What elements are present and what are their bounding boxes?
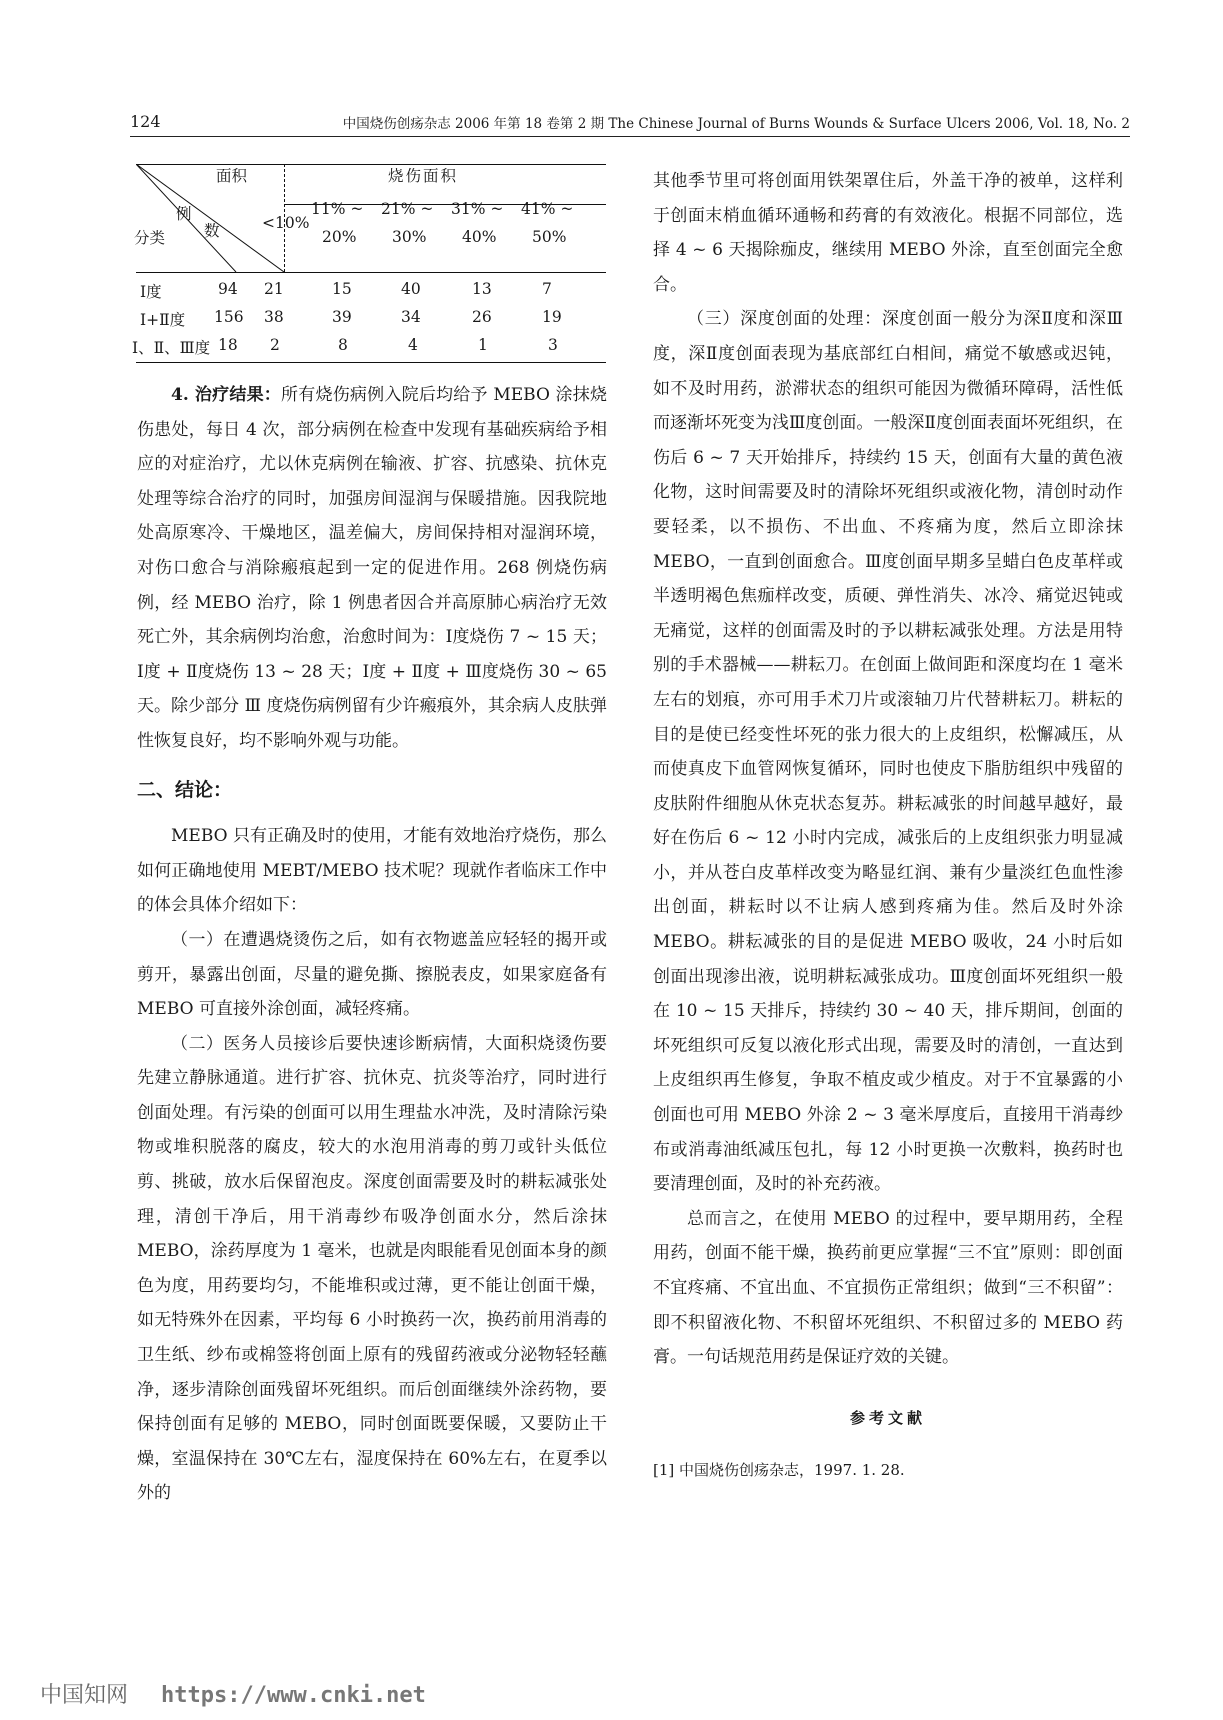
page-number: 124 [130, 112, 161, 131]
row-value: 34 [401, 308, 421, 326]
col-header-bottom: 20% [322, 228, 357, 246]
body-paragraph: 其他季节里可将创面用铁架罩住后，外盖干净的被单，这样利于创面末梢血循环通畅和药膏的有效液化。根据不同部位，选择 4 ~ 6 天揭除痂皮，继续用 MEBO 外涂，直至创面完全愈合。 [653, 171, 1123, 295]
col-header-top: 21% ~ [381, 200, 434, 218]
row-value: 26 [472, 308, 492, 326]
journal-running-head: 中国烧伤创疡杂志 2006 年第 18 卷第 2 期 The Chinese Journal of Burns Wounds & Surface Ulcers 2006, Vol. 18, No. 2 [342, 116, 1130, 132]
row-label: Ⅰ+Ⅱ度 [140, 311, 186, 329]
row-value: 21 [264, 280, 284, 298]
table-header-rule [136, 272, 606, 273]
corner-area-label: 面积 [216, 167, 248, 185]
results-heading: 4. 治疗结果： [171, 385, 282, 405]
corner-class-label: 分类 [134, 229, 166, 247]
col-header-top: 31% ~ [451, 200, 504, 218]
col-header-top: 11% ~ [311, 200, 364, 218]
results-text: 所有烧伤病例入院后均给予 MEBO 涂抹烧伤患处，每日 4 次，部分病例在检查中发现有基础疾病给予相应的对症治疗，尤以休克病例在输液、扩容、抗感染、抗休克处理等综合治疗的同时，加强房间湿润与保暖措施。因我院地处高原寒冷、干燥地区，温差偏大，房间保持相对湿润环境，对伤口愈合与消除瘢痕起到一定的促进作用。268 例烧伤病例，经 MEBO 治疗，除 1 例患者因合并高原肺心病治疗无效死亡外，其余病例均治愈，治愈时间为：Ⅰ度烧伤 7 ~ 15 天；Ⅰ度 + Ⅱ度烧伤 13 ~ 28 天；Ⅰ度 + Ⅱ度 + Ⅲ度烧伤 30 ~ 65 天。除少部分 Ⅲ 度烧伤病例留有少许瘢痕外，其余病人皮肤弹性恢复良好，均不影响外观与功能。 [137, 385, 608, 751]
results-paragraph [137, 378, 607, 759]
corner-num-label: 数 [204, 222, 220, 240]
right-column [653, 164, 1123, 1488]
table-bottom-rule [136, 362, 606, 363]
row-value: 7 [542, 280, 552, 298]
section-heading-conclusion: 二、结论： [137, 778, 233, 801]
row-total: 18 [218, 336, 238, 354]
row-value: 19 [542, 308, 562, 326]
page-footer [40, 1678, 426, 1709]
col-header-bottom: 50% [532, 228, 567, 246]
corner-count-label: 例 [176, 205, 192, 223]
row-value: 1 [478, 336, 488, 354]
row-label: Ⅰ、Ⅱ、Ⅲ度 [132, 339, 211, 357]
row-value: 2 [270, 336, 280, 354]
site-url[interactable]: https://www.cnki.net [161, 1683, 426, 1708]
row-label: Ⅰ度 [140, 283, 162, 301]
body-paragraph: （二）医务人员接诊后要快速诊断病情，大面积烧烫伤要先建立静脉通道。进行扩容、抗休克、抗炎等治疗，同时进行创面处理。有污染的创面可以用生理盐水冲洗，及时清除污染物或堆积脱落的腐皮，较大的水泡用消毒的剪刀或针头低位剪、挑破，放水后保留泡皮。深度创面需要及时的耕耘减张处理，清创干净后，用干消毒纱布吸净创面水分，然后涂抹 MEBO，涂药厚度为 1 毫米，也就是肉眼能看见创面本身的颜色为度，用药要均匀，不能堆积或过薄，更不能让创面干燥，如无特殊外在因素，平均每 6 小时换药一次，换药前用消毒的卫生纸、纱布或棉签将创面上原有的残留药液或分泌物轻轻蘸净，逐步清除创面残留坏死组织。而后创面继续外涂药物，要保持创面有足够的 MEBO，同时创面既要保暖，又要防止干燥，室温保持在 30℃左右，湿度保持在 60%左右，在夏季以外的 [137, 1033, 607, 1504]
row-value: 13 [472, 280, 492, 298]
col-header-lt10: <10% [262, 214, 310, 232]
reference-item: [1] 中国烧伤创疡杂志，1997. 1. 28. [653, 1461, 905, 1480]
col-header-bottom: 30% [392, 228, 427, 246]
row-value: 40 [401, 280, 421, 298]
body-paragraph: （三）深度创面的处理：深度创面一般分为深Ⅱ度和深Ⅲ度，深Ⅱ度创面表现为基底部红白相间，痛觉不敏感或迟钝，如不及时用药，淤滞状态的组织可能因为微循环障碍，活性低而逐渐坏死变为浅Ⅲ度创面。一般深Ⅱ度创面表面坏死组织，在伤后 6 ~ 7 天开始排斥，持续约 15 天，创面有大量的黄色液化物，这时间需要及时的清除坏死组织或液化物，清创时动作要轻柔，以不损伤、不出血、不疼痛为度，然后立即涂抹 MEBO，一直到创面愈合。Ⅲ度创面早期多呈蜡白色皮革样或半透明褐色焦痂样改变，质硬、弹性消失、冰冷、痛觉迟钝或无痛觉，这样的创面需及时的予以耕耘减张处理。方法是用特别的手术器械——耕耘刀。在创面上做间距和深度均在 1 毫米左右的划痕，亦可用手术刀片或滚轴刀片代替耕耘刀。耕耘的目的是使已经变性坏死的张力很大的上皮组织，松懈减压，从而使真皮下血管网恢复循环，同时也使皮下脂肪组织中残留的皮肤附件细胞从休克状态复苏。耕耘减张的时间越早越好，最好在伤后 6 ~ 12 小时内完成，减张后的上皮组织张力明显减小，并从苍白皮革样改变为略显红润、兼有少量淡红色血性渗出创面，耕耘时以不让病人感到疼痛为佳。然后及时外涂 MEBO。耕耘减张的目的是促进 MEBO 吸收，24 小时后如创面出现渗出液，说明耕耘减张成功。Ⅲ度创面坏死组织一般在 10 ~ 15 天排斥，持续约 30 ~ 40 天，排斥期间，创面的坏死组织可反复以液化形式出现，需要及时的清创，一直达到上皮组织再生修复，争取不植皮或少植皮。对于不宜暴露的小创面也可用 MEBO 外涂 2 ~ 3 毫米厚度后，直接用干消毒纱布或消毒油纸减压包扎，每 12 小时更换一次敷料，换药时也要清理创面，及时的补充药液。 [653, 309, 1123, 1195]
row-total: 156 [214, 308, 244, 326]
row-total: 94 [218, 280, 238, 298]
row-value: 4 [408, 336, 418, 354]
row-value: 8 [338, 336, 348, 354]
row-value: 38 [264, 308, 284, 326]
body-paragraph: （一）在遭遇烧烫伤之后，如有衣物遮盖应轻轻的揭开或剪开，暴露出创面，尽量的避免撕、擦脱表皮，如果家庭备有 MEBO 可直接外涂创面，减轻疼痛。 [137, 929, 607, 1020]
span-header-burn-area: 烧伤面积 [388, 167, 459, 185]
site-name: 中国知网 [40, 1683, 129, 1708]
body-paragraph: 总而言之，在使用 MEBO 的过程中，要早期用药，全程用药，创面不能干燥，换药前更应掌握“三不宜”原则：即创面不宜疼痛、不宜出血、不宜损伤正常组织；做到“三不积留”：即不积留液化物、不积留坏死组织、不积留过多的 MEBO 药膏。一句话规范用药是保证疗效的关键。 [653, 1208, 1123, 1368]
row-value: 3 [548, 336, 558, 354]
references-heading: 参考文献 [849, 1408, 926, 1427]
page-header [130, 110, 1130, 137]
col-header-top: 41% ~ [521, 200, 574, 218]
col-header-bottom: 40% [462, 228, 497, 246]
burn-area-table [132, 164, 606, 362]
left-column [137, 378, 607, 1511]
body-paragraph: MEBO 只有正确及时的使用，才能有效地治疗烧伤，那么如何正确地使用 MEBT/MEBO 技术呢？现就作者临床工作中的体会具体介绍如下： [137, 826, 607, 916]
row-value: 39 [332, 308, 352, 326]
row-value: 15 [332, 280, 352, 298]
